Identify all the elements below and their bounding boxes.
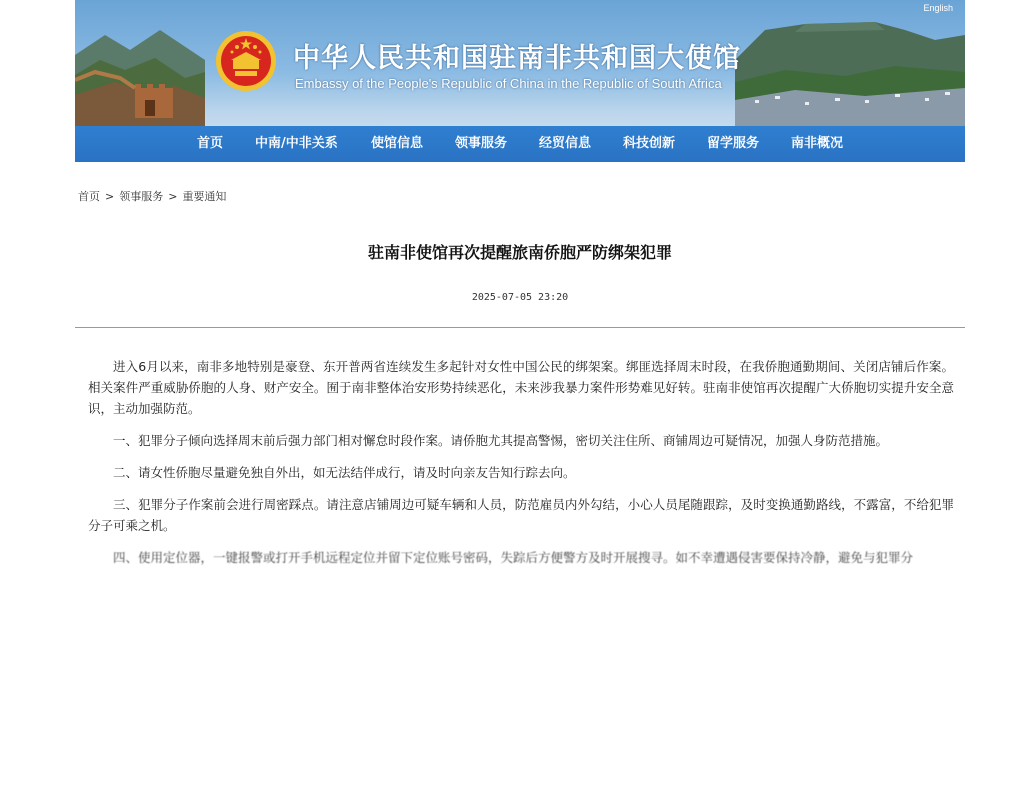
site-title-cn: 中华人民共和国驻南非共和国大使馆 xyxy=(293,43,741,74)
article-paragraph: 三、犯罪分子作案前会进行周密踩点。请注意店铺周边可疑车辆和人员，防范雇员内外勾结，小心人员尾随跟踪，及时变换通勤路线，不露富，不给犯罪分子可乘之机。 xyxy=(88,497,954,533)
national-emblem-icon xyxy=(215,30,277,92)
breadcrumb-consular[interactable]: 领事服务 xyxy=(119,190,164,203)
nav-trade[interactable]: 经贸信息 xyxy=(539,136,592,151)
breadcrumb xyxy=(78,188,226,204)
breadcrumb-separator: > xyxy=(168,190,178,203)
cape-town-image xyxy=(735,0,965,126)
article-body xyxy=(88,356,954,578)
breadcrumb-current[interactable]: 重要通知 xyxy=(182,190,227,203)
article-date: 2025-07-05 23:20 xyxy=(471,292,569,303)
nav-south-africa[interactable]: 南非概况 xyxy=(791,136,844,151)
breadcrumb-separator: > xyxy=(105,190,115,203)
nav-embassy-info[interactable]: 使馆信息 xyxy=(371,136,424,151)
site-banner xyxy=(75,0,965,162)
nav-relations[interactable]: 中南/中非关系 xyxy=(255,136,338,151)
nav-consular[interactable]: 领事服务 xyxy=(455,136,508,151)
nav-study[interactable]: 留学服务 xyxy=(707,136,760,151)
english-link[interactable]: English xyxy=(923,3,953,13)
article-paragraph: 四、使用定位器，一键报警或打开手机远程定位并留下定位账号密码，失踪后方便警方及时开展搜寻。如不幸遭遇侵害要保持冷静，避免与犯罪分 xyxy=(113,550,914,565)
divider xyxy=(75,327,965,328)
article-title: 驻南非使馆再次提醒旅南侨胞严防绑架犯罪 xyxy=(367,243,672,262)
site-title-en: Embassy of the People's Republic of China in the Republic of South Africa xyxy=(295,76,722,91)
nav-technology[interactable]: 科技创新 xyxy=(623,136,676,151)
breadcrumb-home[interactable]: 首页 xyxy=(78,190,100,203)
nav-home[interactable]: 首页 xyxy=(197,136,224,151)
article-paragraph: 一、犯罪分子倾向选择周末前后强力部门相对懈怠时段作案。请侨胞尤其提高警惕，密切关注住所、商铺周边可疑情况，加强人身防范措施。 xyxy=(113,433,889,448)
main-nav xyxy=(75,126,965,162)
article-paragraph: 二、请女性侨胞尽量避免独自外出，如无法结伴成行，请及时向亲友告知行踪去向。 xyxy=(113,465,576,480)
great-wall-image xyxy=(75,0,205,126)
article-paragraph: 进入6月以来，南非多地特别是豪登、东开普两省连续发生多起针对女性中国公民的绑架案。绑匪选择周末时段，在我侨胞通勤期间、关闭店铺后作案。相关案件严重威胁侨胞的人身、财产安全。囿于南非整体治安形势持续恶化，未来涉我暴力案件形势难见好转。驻南非使馆再次提醒广大侨胞切实提升安全意识，主动加强防范。 xyxy=(88,359,954,416)
